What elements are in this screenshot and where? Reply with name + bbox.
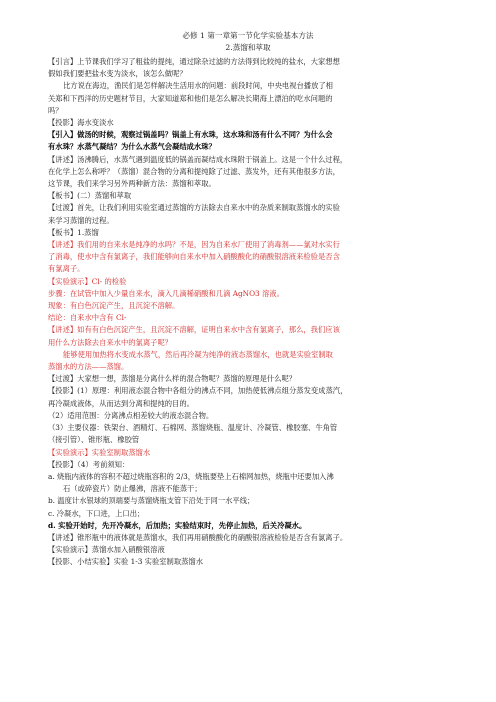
text-line: 有氯离子。 (48, 264, 85, 274)
text-line: 有水珠？水蒸气凝结？为什么水蒸气会凝结成水珠？ (48, 142, 216, 152)
text-line: 现象：有白色沉淀产生，且沉淀不溶解。 (48, 301, 180, 311)
text-line: 【实验演示】实验室制取蒸馏水 (48, 447, 151, 457)
text-line: 步骤：在试管中加入少量自来水，滴入几滴稀硝酸和几滴 AgNO3 溶液。 (48, 288, 284, 298)
text-line: 这节课，我们来学习另外两种新方法：蒸馏和萃取。 (48, 179, 216, 189)
text-line: 【板书】1.蒸馏 (48, 227, 99, 237)
text-line: 【引入】做汤的时候，观察过锅盖吗？锅盖上有水珠，这水珠和汤有什么不同？为什么会 (48, 130, 333, 140)
text-line: 【过渡】大家想一想，蒸馏是分离什么样的混合物呢？蒸馏的原理是什么呢？ (48, 374, 297, 384)
text-line: 吗？ (48, 105, 63, 115)
document-body (48, 56, 448, 569)
text-line: 【实验演示】Cl- 的检验 (48, 276, 127, 286)
text-line: 【讲述】如有有白色沉淀产生，且沉淀不溶解，证明自来水中含有氯离子，那么，我们应该 (48, 325, 340, 335)
text-line: 【投影】海水变淡水 (48, 118, 114, 128)
text-line: 结论：自来水中含有 Cl- (48, 313, 127, 323)
text-line: b. 温度计水银球的顶端要与蒸馏烧瓶支管下沿处于同一水平线； (48, 496, 255, 506)
text-line: 【实验演示】蒸馏水加入硝酸银溶液 (48, 545, 165, 555)
text-line: 【讲述】我们用的自来水是纯净的水吗？不是，因为自来水厂使用了消毒剂——氯对水实行 (48, 240, 340, 250)
text-line: 石（或碎瓷片）防止爆沸，溶液不能蒸干； (63, 484, 202, 494)
text-line: 【投影、小结实验】实验 1-3 实验室制取蒸馏水 (48, 557, 204, 567)
text-line: 【投影】（4）考前须知： (48, 459, 130, 469)
text-line: 【板书】(二）蒸馏和萃取 (48, 191, 132, 201)
text-line: 【投影】(1）原理：利用液态混合物中各组分的沸点不同，加热使低沸点组分蒸发变成蒸汽， (48, 386, 348, 396)
text-line: 【过渡】首先，让我们利用实验室通过蒸馏的方法除去自来水中的杂质来制取蒸馏水的实验 (48, 203, 340, 213)
text-line: 在化学上怎么称呼？（蒸馏）混合物的分离和提纯除了过滤、蒸发外，还有其他很多方法， (48, 166, 340, 176)
text-line: 【讲述】锥形瓶中的液体就是蒸馏水，我们再用硝酸酸化的硝酸银溶液检验是否含有氯离子。 (48, 532, 348, 542)
text-line: （2）适用范围：分离沸点相差较大的液态混合物。 (48, 410, 214, 420)
text-line: 来学习蒸馏的过程。 (48, 215, 114, 225)
text-line: 【讲述】汤沸腾后，水蒸气遇到温度低的锅盖而凝结成水珠附于锅盖上。这是一个什么过程， (48, 154, 348, 164)
text-line: 了消毒，使水中含有氯离子，我们能够向自来水中加入硝酸酸化的硝酸银溶液来检验是否含 (48, 252, 340, 262)
text-line: 比方说在海边，渔民们是怎样解决生活用水的问题：前段时间，中央电视台播放了相 (63, 81, 333, 91)
text-line: 能够使用加热将水变成水蒸气，然后再冷凝为纯净的液态蒸馏水，也就是实验室制取 (63, 349, 333, 359)
text-line: 【引言】上节课我们学习了粗盐的提纯，通过除杂过滤的方法得到比较纯的盐水，大家想想 (48, 57, 340, 66)
text-line: （接引管）、锥形瓶、橡胶管 (48, 435, 140, 445)
text-line: d. 实验开始时，先开冷凝水，后加热；实验结束时，先停止加热，后关冷凝水。 (48, 520, 307, 530)
document-title: 必修 1 第一章第一节化学实验基本方法 (182, 31, 314, 40)
text-line: c. 冷凝水，下口进，上口出； (48, 508, 145, 518)
text-line: 关郑和下西洋的历史题材节目，大家知道郑和他们是怎么解决长期海上漂泊的吃水问题的 (48, 93, 333, 103)
text-line: a. 烧瓶内液体的容积不超过烧瓶容积的 2/3，烧瓶要垫上石棉网加热，烧瓶中还要加入沸 (48, 471, 334, 481)
text-line: 用什么方法除去自来水中的氯离子呢？ (48, 337, 173, 347)
text-line: （3）主要仪器：铁架台、酒精灯、石棉网、蒸馏烧瓶、温度计、冷凝管、橡胶塞、牛角管 (48, 423, 338, 433)
text-line: 再冷凝成液体，从而达到分离和提纯的目的。 (48, 398, 194, 408)
text-line: 假如我们要把盐水变为淡水，该怎么做呢？ (48, 69, 187, 79)
text-line: 蒸馏水的方法——蒸馏。 (48, 362, 129, 372)
document-subtitle: 2.蒸馏和萃取 (225, 43, 271, 52)
